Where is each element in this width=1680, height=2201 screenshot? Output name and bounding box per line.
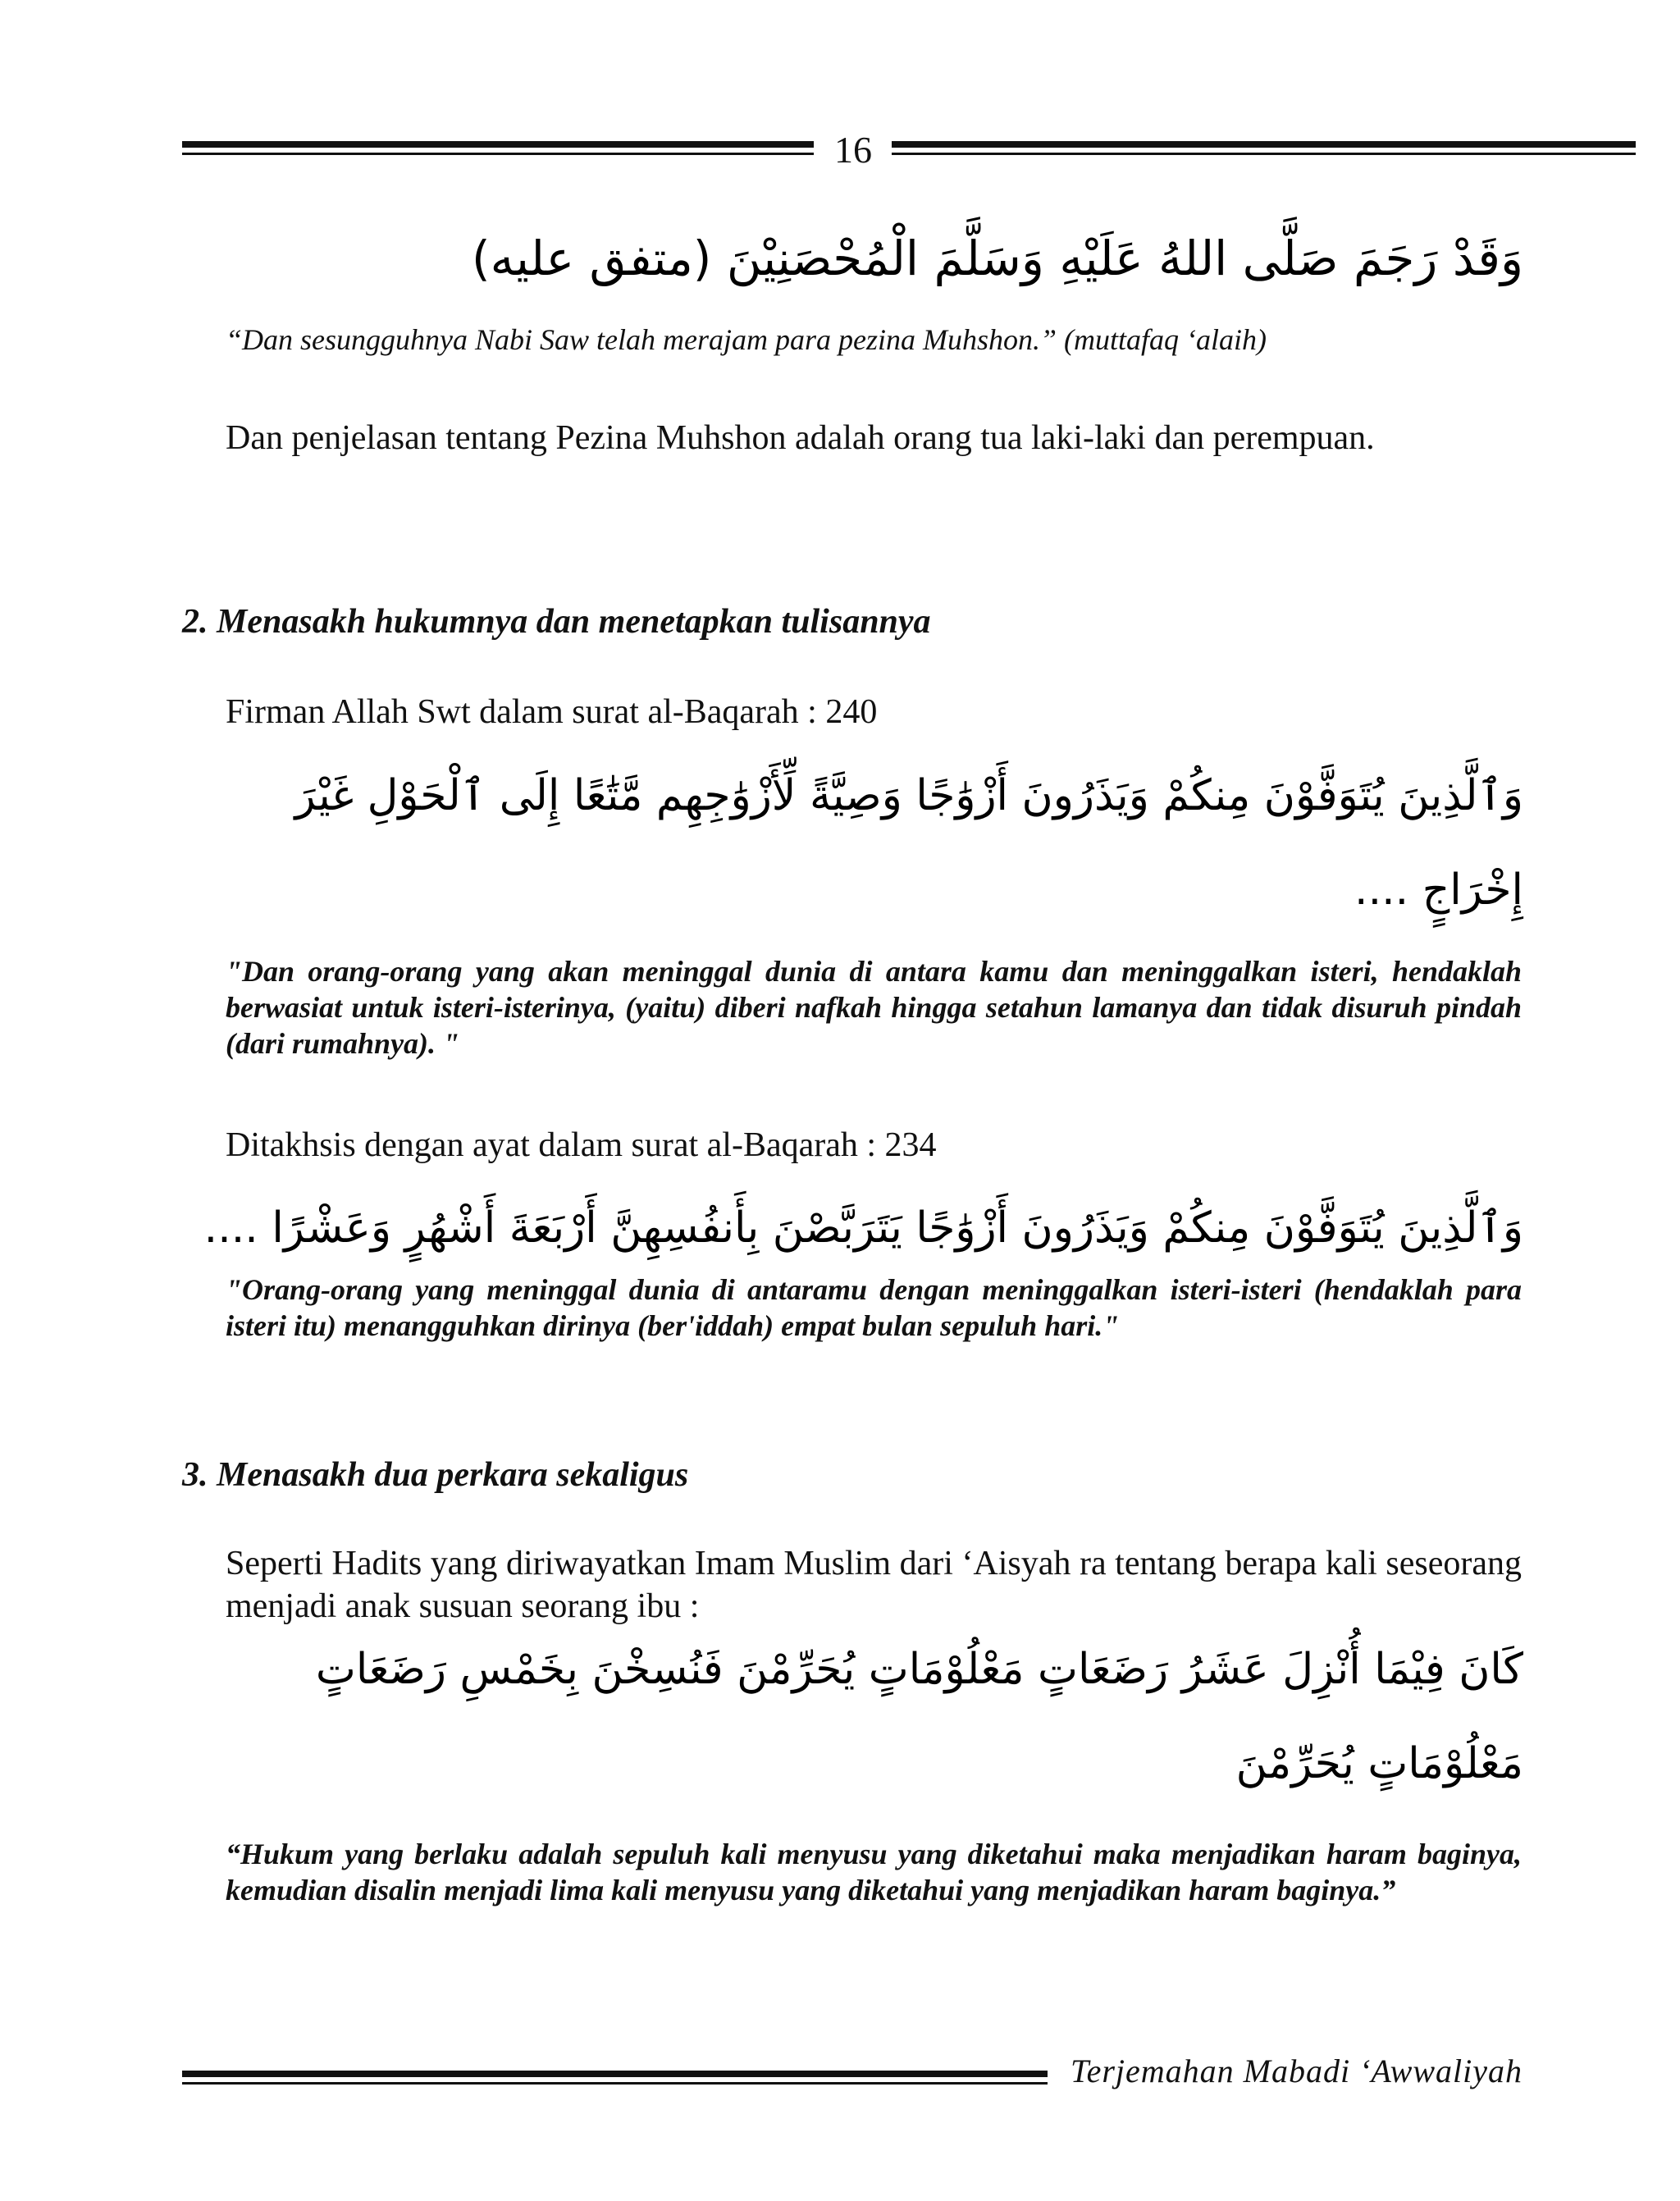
verse-234-arabic: وَٱلَّذِينَ يُتَوَفَّوْنَ مِنكُمْ وَيَذَرُونَ أَزْوَٰجًا يَتَرَبَّصْنَ بِأَنفُسِهِنَّ أَرْبَعَةَ أَشْهُرٍ وَعَشْرًا .... (203, 1203, 1523, 1253)
hadith-muslim-intro: Seperti Hadits yang diriwayatkan Imam Muslim dari ‘Aisyah ra tentang berapa kali seseorang menjadi anak susuan seorang ibu : (226, 1545, 1522, 1625)
hadith-translation: “Dan sesungguhnya Nabi Saw telah merajam para pezina Muhshon.” (muttafaq ‘alaih) (226, 323, 1267, 356)
verse-240-arabic-line2: إِخْرَاجٍ .... (1354, 865, 1523, 915)
hadith-arabic: وَقَدْ رَجَمَ صَلَّى اللهُ عَلَيْهِ وَسَلَّمَ الْمُحْصَنِيْنَ (متفق عليه) (472, 231, 1523, 286)
verse-240-translation: "Dan orang-orang yang akan meninggal dunia di antara kamu dan meninggalkan isteri, hendaklah berwasiat untuk isteri-isterinya, (yaitu) diberi nafkah hingga setahun lamanya dan tidak disuruh pindah (dari rumahnya). " (226, 955, 1522, 1060)
hadith-muslim-arabic-line1: كَانَ فِيْمَا أُنْزِلَ عَشَرُ رَضَعَاتٍ مَعْلُوْمَاتٍ يُحَرِّمْنَ فَنُسِخْنَ بِخَمْسِ رَضَعَاتٍ (315, 1645, 1523, 1694)
page-number: 16 (834, 129, 872, 171)
section-heading-3: 3. Menasakh dua perkara sekaligus (182, 1456, 689, 1494)
hadith-muslim-translation: “Hukum yang berlaku adalah sepuluh kali menyusu yang diketahui maka menjadikan haram baginya, kemudian disalin menjadi lima kali menyusu yang diketahui yang menjadikan haram baginya.” (226, 1838, 1522, 1906)
footer-rule (182, 2067, 1048, 2092)
header-rule (182, 133, 1636, 166)
book-title: Terjemahan Mabadi ‘Awwaliyah (1071, 2053, 1522, 2089)
verse-240-intro: Firman Allah Swt dalam surat al-Baqarah : 240 (226, 693, 878, 731)
verse-234-intro: Ditakhsis dengan ayat dalam surat al-Baqarah : 234 (226, 1126, 937, 1164)
section-heading-2: 2. Menasakh hukumnya dan menetapkan tulisannya (182, 603, 931, 641)
hadith-muslim-arabic-line2: مَعْلُوْمَاتٍ يُحَرِّمْنَ (1235, 1739, 1523, 1788)
verse-240-arabic-line1: وَٱلَّذِينَ يُتَوَفَّوْنَ مِنكُمْ وَيَذَرُونَ أَزْوَٰجًا وَصِيَّةً لِّأَزْوَٰجِهِم مَّتَٰعًا إِلَى ٱلْحَوْلِ غَيْرَ (294, 771, 1523, 820)
muhshon-explanation: Dan penjelasan tentang Pezina Muhshon adalah orang tua laki-laki dan perempuan. (226, 419, 1375, 457)
verse-234-translation: "Orang-orang yang meninggal dunia di antaramu dengan meninggalkan isteri-isteri (hendaklah para isteri itu) menangguhkan dirinya (ber'iddah) empat bulan sepuluh hari." (226, 1273, 1522, 1342)
